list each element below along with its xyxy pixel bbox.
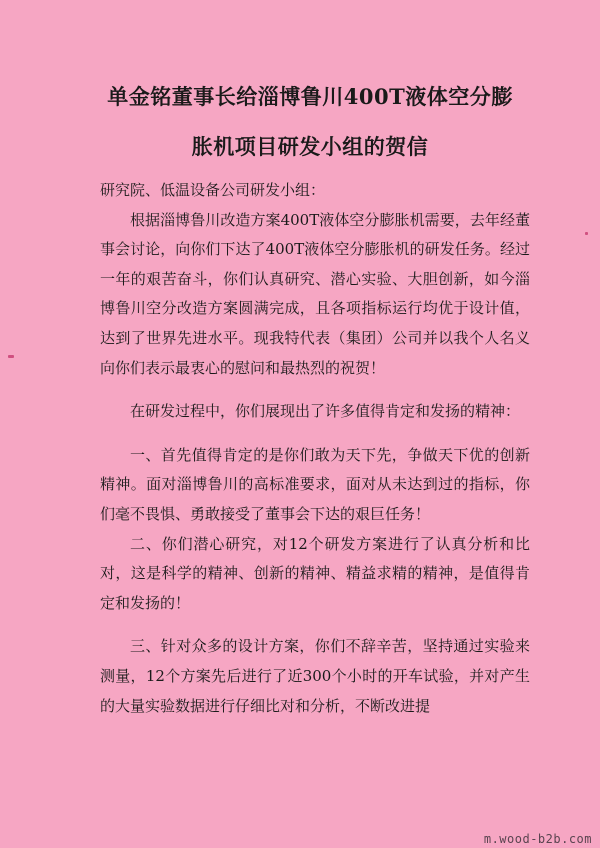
paragraph-point-two: 二、你们潜心研究，对12个研发方案进行了认真分析和比对，这是科学的精神、创新的精神、精益求精的精神，是值得肯定和发扬的！ (100, 534, 530, 612)
salutation: 研究院、低温设备公司研发小组： (100, 181, 326, 199)
paragraph-point-three: 三、针对众多的设计方案，你们不辞辛苦，坚持通过实验来测量，12个方案先后进行了近300个小时的开车试验，并对产生的大量实验数据进行仔细比对和分析，不断改进提 (100, 637, 530, 715)
scan-speck (585, 232, 588, 235)
letter-title-line-2: 胀机项目研发小组的贺信 (191, 134, 429, 159)
paragraph-gap (100, 383, 530, 397)
paragraph-gap (100, 618, 530, 632)
site-watermark: m.wood-b2b.com (483, 832, 592, 846)
letter-body (100, 176, 530, 721)
paragraph-spirit-intro: 在研发过程中，你们展现出了许多值得肯定和发扬的精神： (130, 402, 521, 421)
letter-title-line-1: 单金铭董事长给淄博鲁川400T液体空分膨 (107, 84, 513, 109)
scan-speck (8, 355, 14, 358)
paragraph-point-one: 一、首先值得肯定的是你们敢为天下先，争做天下优的创新精神。面对淄博鲁川的高标准要求，面对从未达到过的指标，你们毫不畏惧、勇敢接受了董事会下达的艰巨任务！ (100, 445, 530, 523)
paragraph-intro: 根据淄博鲁川改造方案400T液体空分膨胀机需要，去年经董事会讨论，向你们下达了400T液体空分膨胀机的研发任务。经过一年的艰苦奋斗，你们认真研究、潜心实验、大胆创新，如今淄博鲁川空分改造方案圆满完成，且各项指标运行均优于设计值，达到了世界先进水平。现我特代表（集团）公司并以我个人名义向你们表示最衷心的慰问和最热烈的祝贺！ (100, 210, 530, 377)
paragraph-gap (100, 427, 530, 441)
